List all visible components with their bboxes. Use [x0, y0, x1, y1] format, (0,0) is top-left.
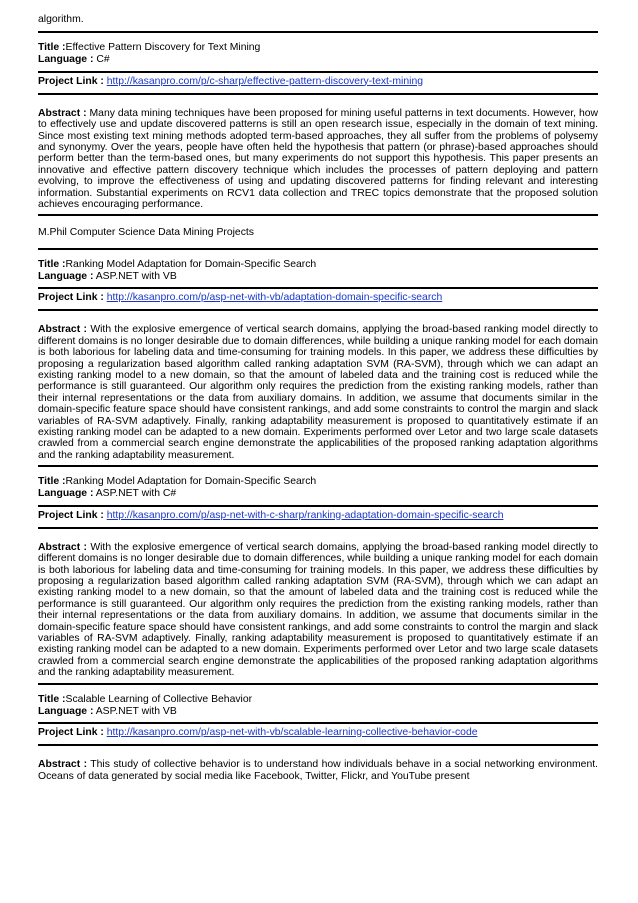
abstract-label: Abstract : [38, 759, 88, 771]
abstract-text: With the explosive emergence of vertical search domains, applying the broad-based ranking model directly to different domains is no longer desirable due to domain differences, while building a unique ranking model for each domain is both laborious for labeling data and time-consuming for training models. In this paper, we address these difficulties by proposing a regularization based algorithm called ranking adaptation SVM (RA-SVM), through which we can adapt an existing ranking model to a new domain, so that the amount of labeled data and the training cost is reduced while the performance is still guaranteed. Our algorithm only requires the prediction from the existing ranking models, rather than their internal representations or the data from auxiliary domains. In addition, we assume that documents similar in the domain-specific feature space should have consistent rankings, and add some constraints to control the margin and slack variables of RA-SVM adaptively. Finally, ranking adaptability measurement is proposed to quantitatively estimate if an existing ranking model can be adapted to a new domain. Experiments performed over Letor and two large scale datasets crawled from a commercial search engine demonstrate the applicabilities of the proposed ranking adaptation algorithms and the ranking adaptability measurement. [38, 541, 599, 679]
abstract-label: Abstract : [38, 541, 87, 553]
language-label: Language : [38, 270, 94, 282]
project-title-row [38, 694, 598, 706]
project-language-row [38, 271, 598, 283]
project-title-row [38, 259, 598, 271]
project-link-row [38, 510, 598, 522]
project-language-row [38, 488, 598, 500]
project-language: C# [96, 54, 110, 66]
project-abstract [38, 542, 598, 679]
project-link[interactable]: http://kasanpro.com/p/asp-net-with-c-sharp/ranking-adaptation-domain-specific-search [106, 509, 504, 521]
abstract-text: With the explosive emergence of vertical search domains, applying the broad-based ranking model directly to different domains is no longer desirable due to domain differences, while building a unique ranking model for each domain is both laborious for labeling data and time-consuming for training models. In this paper, we address these difficulties by proposing a regularization based algorithm called ranking adaptation SVM (RA-SVM), through which we can adapt an existing ranking model to a new domain, so that the amount of labeled data and the training cost is reduced while the performance is still guaranteed. Our algorithm only requires the prediction from the existing ranking models, rather than their internal representations or the data from auxiliary domains. In addition, we assume that documents similar in the domain-specific feature space should have consistent rankings, and add some constraints to control the margin and slack variables of RA-SVM adaptively. Finally, ranking adaptability measurement is proposed to quantitatively estimate if an existing ranking model can be adapted to a new domain. Experiments performed over Letor and two large scale datasets crawled from a commercial search engine demonstrate the applicabilities of the proposed ranking adaptation algorithms and the ranking adaptability measurement. [38, 324, 599, 461]
abstract-text: This study of collective behavior is to understand how individuals behave in a social networking environment. Oceans of data generated by social media like Facebook, Twitter, Flickr, and YouTube present [38, 759, 599, 782]
project-language-row [38, 54, 598, 66]
project-link[interactable]: http://kasanpro.com/p/asp-net-with-vb/adaptation-domain-specific-search [106, 292, 443, 304]
document-page [38, 14, 598, 782]
abstract-label: Abstract : [38, 324, 87, 336]
project-title: Ranking Model Adaptation for Domain-Specific Search [65, 476, 317, 488]
project-title-row [38, 42, 598, 54]
link-label: Project Link : [38, 292, 104, 304]
project-language: ASP.NET with VB [95, 270, 177, 282]
language-label: Language : [38, 488, 94, 500]
project-abstract [38, 108, 598, 211]
title-label: Title : [38, 258, 66, 270]
project-link[interactable]: http://kasanpro.com/p/asp-net-with-vb/scalable-learning-collective-behavior-code [106, 727, 478, 739]
top-fragment: algorithm. [38, 14, 84, 25]
project-abstract [38, 324, 598, 461]
project-title-row [38, 476, 598, 488]
title-label: Title : [38, 476, 66, 488]
abstract-text: Many data mining techniques have been proposed for mining useful patterns in text documents. However, how to effectively use and update discovered patterns is still an open research issue, especially in the domain of text mining. Since most existing text mining methods adopted term-based approaches, they all suffer from the problems of polysemy and synonymy. Over the years, people have often held the hypothesis that pattern (or phrase)-based approaches should perform better than the term-based ones, but many experiments do not support this hypothesis. This paper presents an innovative and effective pattern discovery technique which includes the processes of pattern deploying and pattern evolving, to improve the effectiveness of using and updating discovered patterns for finding relevant and interesting information. Substantial experiments on RCV1 data collection and TREC topics demonstrate that the proposed solution achieves encouraging performance. [38, 107, 599, 211]
title-label: Title : [38, 693, 66, 705]
project-entry [38, 694, 598, 782]
link-label: Project Link : [38, 75, 104, 87]
title-label: Title : [38, 42, 66, 54]
project-link-row [38, 292, 598, 304]
section-heading: M.Phil Computer Science Data Mining Projects [38, 227, 254, 239]
project-language: ASP.NET with VB [95, 705, 177, 717]
project-language: ASP.NET with C# [95, 488, 177, 500]
abstract-label: Abstract : [38, 107, 87, 119]
project-abstract [38, 759, 598, 782]
project-title: Scalable Learning of Collective Behavior [65, 693, 253, 705]
project-entry [38, 259, 598, 467]
project-title: Effective Pattern Discovery for Text Mining [65, 42, 261, 54]
project-title: Ranking Model Adaptation for Domain-Specific Search [65, 258, 317, 270]
project-entry [38, 476, 598, 684]
link-label: Project Link : [38, 509, 104, 521]
project-link-row [38, 727, 598, 739]
project-link[interactable]: http://kasanpro.com/p/c-sharp/effective-pattern-discovery-text-mining [106, 75, 423, 87]
language-label: Language : [38, 54, 94, 66]
language-label: Language : [38, 705, 94, 717]
project-link-row [38, 76, 598, 88]
project-entry [38, 42, 598, 216]
link-label: Project Link : [38, 727, 104, 739]
project-language-row [38, 706, 598, 718]
